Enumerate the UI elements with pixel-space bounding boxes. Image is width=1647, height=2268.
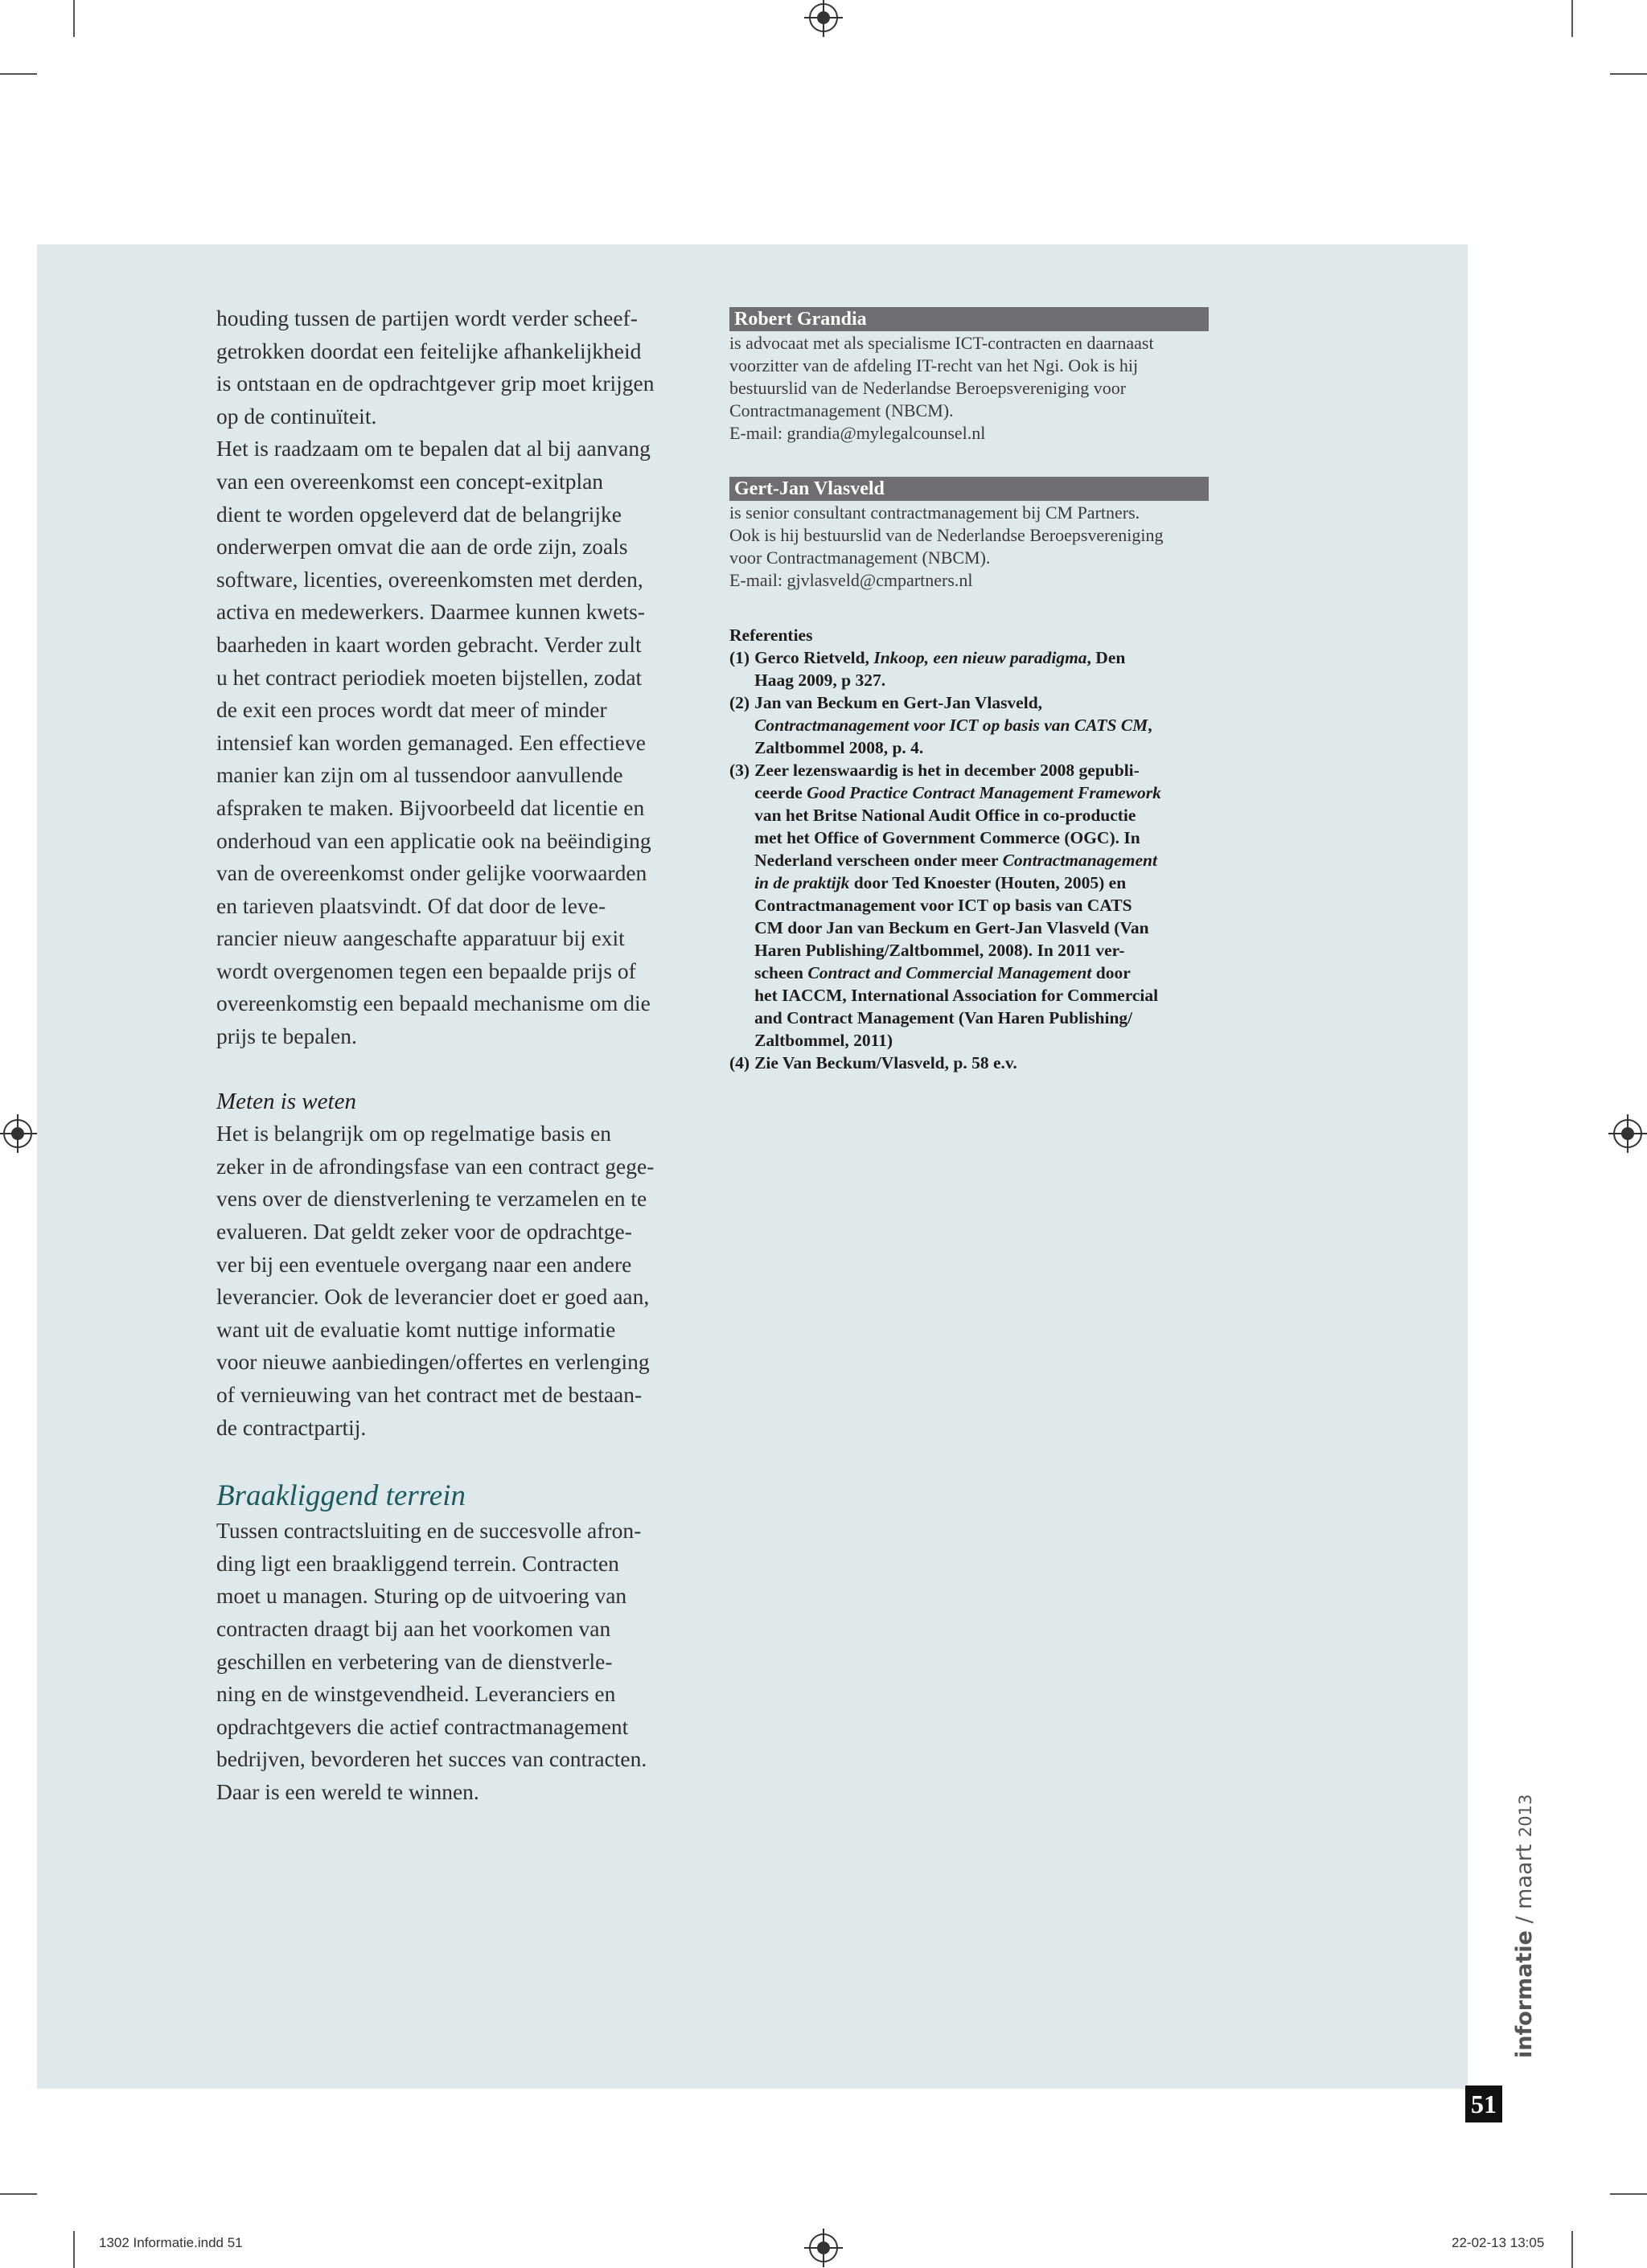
text-line: evalueren. Dat geldt zeker voor de opdrachtge- bbox=[216, 1219, 632, 1245]
text-line: onderwerpen omvat die aan de orde zijn, zoals bbox=[216, 534, 628, 560]
reference-text bbox=[754, 646, 1209, 691]
issue-month: maart bbox=[1512, 1844, 1537, 1909]
reference-line: CM door Jan van Beckum en Gert-Jan Vlasveld (Van bbox=[754, 918, 1149, 937]
reference-line: and Contract Management (Van Haren Publishing/ bbox=[754, 1008, 1133, 1027]
text-line: is advocaat met als specialisme ICT-contracten en daarnaast bbox=[729, 333, 1154, 353]
text-line: opdrachtgevers die actief contractmanagement bbox=[216, 1713, 629, 1739]
reference-line: van het Britse National Audit Office in co-productie bbox=[754, 806, 1136, 825]
text-line: is senior consultant contractmanagement bij CM Partners. bbox=[729, 502, 1140, 523]
reference-line: Jan van Beckum en Gert-Jan Vlasveld, bbox=[754, 693, 1043, 712]
registration-mark-icon bbox=[809, 3, 838, 32]
reference-line: het IACCM, International Association for Commercial bbox=[754, 986, 1159, 1005]
reference-line: ceerde Good Practice Contract Management Framework bbox=[754, 783, 1161, 802]
issue-year: 2013 bbox=[1516, 1794, 1535, 1838]
crop-mark-tr-v bbox=[1571, 0, 1573, 37]
text-line: en tarieven plaatsvindt. Of dat door de leve- bbox=[216, 892, 606, 918]
reference-item bbox=[729, 1052, 1209, 1074]
text-line: ning en de winstgevendheid. Leveranciers en bbox=[216, 1681, 616, 1707]
page-number: 51 bbox=[1465, 2085, 1502, 2122]
file-slug: 1302 Informatie.indd 51 bbox=[99, 2235, 243, 2250]
text-line: rancier nieuw aangeschafte apparatuur bij exit bbox=[216, 925, 625, 951]
registration-mark-icon bbox=[809, 2233, 838, 2262]
text-line: Daar is een wereld te winnen. bbox=[216, 1778, 479, 1804]
reference-number: (3) bbox=[729, 761, 750, 780]
reference-line: Haag 2009, p 327. bbox=[754, 671, 886, 690]
text-line: afspraken te maken. Bijvoorbeeld dat licentie en bbox=[216, 794, 645, 820]
reference-text bbox=[754, 759, 1209, 1052]
reference-line: Contractmanagement voor ICT op basis van CATS CM, bbox=[754, 716, 1152, 735]
author-name: Robert Grandia bbox=[729, 307, 1209, 331]
reference-number: (1) bbox=[729, 648, 750, 667]
article-body bbox=[216, 302, 696, 1809]
text-line: E-mail: grandia@mylegalcounsel.nl bbox=[729, 423, 986, 443]
text-line: zeker in de afrondingsfase van een contract gege- bbox=[216, 1153, 655, 1179]
text-line: E-mail: gjvlasveld@cmpartners.nl bbox=[729, 570, 973, 590]
author-bio bbox=[729, 332, 1209, 445]
crop-mark-br-h bbox=[1610, 2193, 1647, 2195]
text-line: intensief kan worden gemanaged. Een effectieve bbox=[216, 729, 646, 755]
author-box bbox=[729, 477, 1209, 592]
reference-line: met het Office of Government Commerce (OGC). In bbox=[754, 828, 1140, 847]
crop-mark-bl-v bbox=[73, 2231, 75, 2268]
text-line: wordt overgenomen tegen een bepaalde prijs of bbox=[216, 958, 636, 983]
crop-mark-tl-h bbox=[0, 73, 37, 75]
crop-mark-tl-v bbox=[73, 0, 75, 37]
text-line: voorzitter van de afdeling IT-recht van het Ngi. Ook is hij bbox=[729, 355, 1139, 375]
text-line: software, licenties, overeenkomsten met derden, bbox=[216, 566, 643, 592]
reference-item bbox=[729, 646, 1209, 691]
subheading: Meten is weten bbox=[216, 1088, 356, 1114]
reference-line: scheen Contract and Commercial Management door bbox=[754, 963, 1131, 982]
text-line: manier kan zijn om al tussendoor aanvullende bbox=[216, 762, 623, 788]
text-line: contracten draagt bij aan het voorkomen van bbox=[216, 1615, 611, 1641]
separator: / bbox=[1512, 1909, 1537, 1931]
registration-mark-icon bbox=[3, 1119, 32, 1148]
text-line: leverancier. Ook de leverancier doet er goed aan, bbox=[216, 1284, 650, 1310]
reference-line: Nederland verscheen onder meer Contractmanagement bbox=[754, 851, 1157, 870]
crop-mark-tr-h bbox=[1610, 73, 1647, 75]
references bbox=[729, 624, 1209, 1074]
reference-text bbox=[754, 1052, 1209, 1074]
text-line: prijs te bepalen. bbox=[216, 1023, 357, 1049]
text-line: Ook is hij bestuurslid van de Nederlandse Beroepsvereniging bbox=[729, 525, 1164, 545]
text-line: onderhoud van een applicatie ook na beëindiging bbox=[216, 827, 651, 853]
reference-title: in de praktijk bbox=[754, 873, 850, 892]
author-bio bbox=[729, 502, 1209, 592]
paragraph bbox=[216, 1118, 696, 1444]
sidebar-column bbox=[729, 307, 1209, 1074]
text-line: overeenkomstig een bepaald mechanisme om die bbox=[216, 990, 651, 1016]
reference-line: Contractmanagement voor ICT op basis van CATS bbox=[754, 896, 1132, 915]
text-line: want uit de evaluatie komt nuttige informatie bbox=[216, 1316, 616, 1342]
references-title: Referenties bbox=[729, 625, 813, 645]
magazine-issue-label bbox=[1512, 1794, 1537, 2058]
text-line: op de continuïteit. bbox=[216, 403, 377, 429]
text-line: ver bij een eventuele overgang naar een andere bbox=[216, 1251, 632, 1277]
text-line: bestuurslid van de Nederlandse Beroepsvereniging voor bbox=[729, 378, 1127, 398]
text-line: houding tussen de partijen wordt verder scheef- bbox=[216, 306, 638, 330]
reference-line: Zeer lezenswaardig is het in december 2008 gepubli- bbox=[754, 761, 1140, 780]
text-line: ding ligt een braakliggend terrein. Contracten bbox=[216, 1550, 619, 1576]
reference-title: Inkoop, een nieuw paradigma bbox=[873, 648, 1087, 667]
text-line: bedrijven, bevorderen het succes van contracten. bbox=[216, 1746, 647, 1772]
reference-line: Zaltbommel 2008, p. 4. bbox=[754, 738, 924, 757]
crop-mark-br-v bbox=[1571, 2231, 1573, 2268]
crop-mark-bl-h bbox=[0, 2193, 37, 2195]
reference-line: Zie Van Beckum/Vlasveld, p. 58 e.v. bbox=[754, 1053, 1017, 1072]
text-line: voor nieuwe aanbiedingen/offertes en verlenging bbox=[216, 1349, 650, 1375]
text-line: Tussen contractsluiting en de succesvolle afron- bbox=[216, 1518, 642, 1544]
section-title: Braakliggend terrein bbox=[216, 1479, 466, 1513]
reference-line: Haren Publishing/Zaltbommel, 2008). In 2011 ver- bbox=[754, 941, 1125, 960]
reference-title: Contractmanagement voor ICT op basis van CATS CM bbox=[754, 716, 1148, 735]
text-line: Het is belangrijk om op regelmatige basis en bbox=[216, 1121, 612, 1146]
magazine-name: informatie bbox=[1512, 1930, 1537, 2058]
text-line: van de overeenkomst onder gelijke voorwaarden bbox=[216, 860, 647, 886]
reference-number: (2) bbox=[729, 693, 750, 712]
text-line: voor Contractmanagement (NBCM). bbox=[729, 548, 991, 568]
text-line: vens over de dienstverlening te verzamelen en te bbox=[216, 1186, 647, 1212]
author-name: Gert-Jan Vlasveld bbox=[729, 477, 1209, 501]
reference-line: Gerco Rietveld, Inkoop, een nieuw paradigma, Den bbox=[754, 648, 1126, 667]
text-line: Contractmanagement (NBCM). bbox=[729, 400, 954, 420]
text-line: getrokken doordat een feitelijke afhankelijkheid bbox=[216, 338, 642, 363]
reference-number: (4) bbox=[729, 1053, 750, 1072]
date-slug: 22-02-13 13:05 bbox=[1452, 2235, 1545, 2250]
text-line: de exit een proces wordt dat meer of minder bbox=[216, 697, 607, 723]
text-line: moet u managen. Sturing op de uitvoering van bbox=[216, 1583, 627, 1609]
registration-mark-icon bbox=[1613, 1119, 1642, 1148]
paragraph bbox=[216, 433, 696, 1052]
author-box bbox=[729, 307, 1209, 445]
reference-item bbox=[729, 759, 1209, 1052]
reference-title: Good Practice Contract Management Framework bbox=[807, 783, 1161, 802]
text-line: u het contract periodiek moeten bijstellen, zodat bbox=[216, 664, 643, 690]
text-line: is ontstaan en de opdrachtgever grip moet krijgen bbox=[216, 371, 655, 396]
text-line: Het is raadzaam om te bepalen dat al bij aanvang bbox=[216, 436, 651, 461]
reference-item bbox=[729, 691, 1209, 759]
paragraph bbox=[216, 302, 696, 433]
text-line: van een overeenkomst een concept-exitplan bbox=[216, 468, 604, 494]
text-line: activa en medewerkers. Daarmee kunnen kwets- bbox=[216, 599, 645, 625]
text-line: of vernieuwing van het contract met de bestaan- bbox=[216, 1382, 643, 1407]
reference-title: Contract and Commercial Management bbox=[807, 963, 1092, 982]
text-line: de contractpartij. bbox=[216, 1414, 367, 1440]
text-line: dient te worden opgeleverd dat de belangrijke bbox=[216, 501, 622, 527]
references-list bbox=[729, 646, 1209, 1074]
text-line: geschillen en verbetering van de dienstverle- bbox=[216, 1648, 613, 1674]
text-line: baarheden in kaart worden gebracht. Verder zult bbox=[216, 631, 642, 657]
reference-line: in de praktijk door Ted Knoester (Houten, 2005) en bbox=[754, 873, 1127, 892]
reference-text bbox=[754, 691, 1209, 759]
paragraph bbox=[216, 1515, 696, 1808]
reference-title: Contractmanagement bbox=[1002, 851, 1157, 870]
reference-line: Zaltbommel, 2011) bbox=[754, 1031, 893, 1050]
